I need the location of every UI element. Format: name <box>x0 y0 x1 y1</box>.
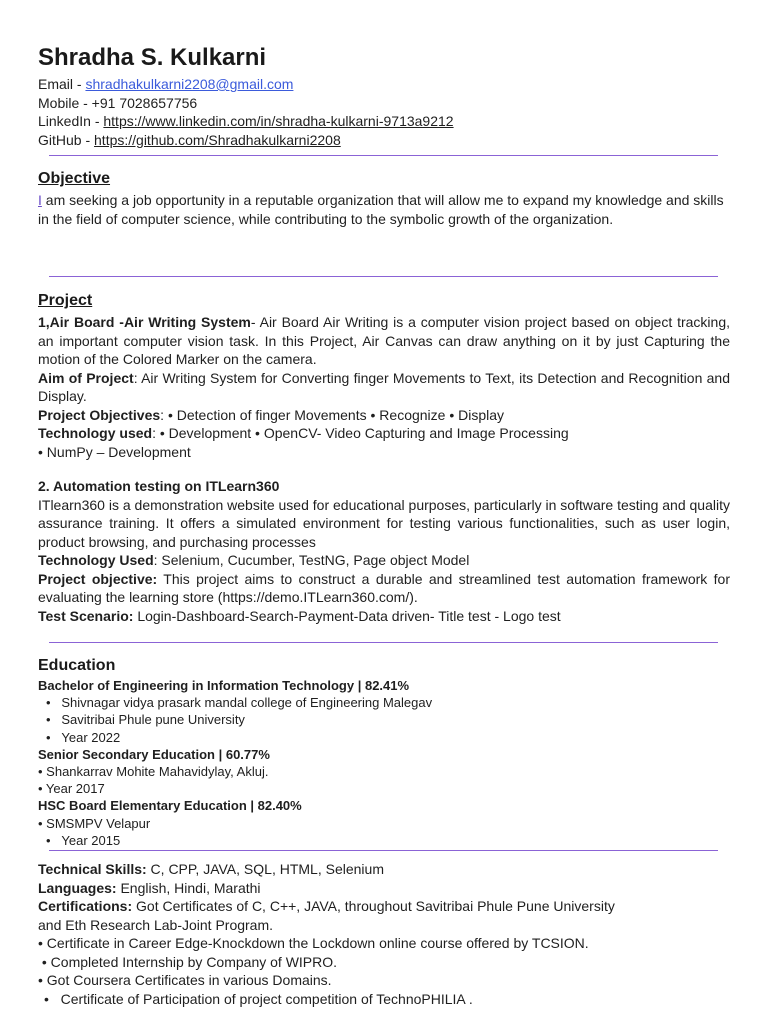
list-item: • Got Coursera Certificates in various Domains. <box>38 972 332 988</box>
list-item: • Certificate of Participation of project competition of TechnoPHILIA . <box>44 990 473 1007</box>
certifications-label: Certifications: <box>38 898 133 914</box>
tech-label: Technology Used <box>38 552 154 568</box>
text-cursor: I <box>38 192 42 208</box>
objective-heading: Objective <box>38 170 111 187</box>
email-label: Email - <box>38 76 86 92</box>
project-heading: Project <box>38 292 93 309</box>
project-1-tech <box>38 424 730 443</box>
list-item: • SMSMPV Velapur <box>38 815 151 831</box>
skills-section <box>38 860 730 1008</box>
linkedin-row <box>38 112 454 131</box>
scenario-text: Login-Dashboard-Search-Payment-Data driven- Title test - Logo test <box>133 607 561 624</box>
sse-title: Senior Secondary Education | 60.77% <box>38 746 270 762</box>
list-item: • Year 2015 <box>46 832 121 848</box>
project-1-objectives <box>38 406 730 425</box>
list-item: • Year 2022 <box>46 729 121 745</box>
certifications-cont: and Eth Research Lab-Joint Program. <box>38 916 274 933</box>
project-2-title: 2. Automation testing on ITLearn360 <box>38 478 280 494</box>
objectives-label: Project Objectives <box>38 406 161 423</box>
tech-text: : Selenium, Cucumber, TestNG, Page object Model <box>153 552 470 568</box>
divider <box>49 155 718 156</box>
email-row <box>38 75 454 94</box>
list-item: • Completed Internship by Company of WIPRO. <box>38 953 338 970</box>
objective-text <box>38 191 730 228</box>
education-heading: Education <box>38 657 116 674</box>
technical-skills <box>38 860 730 879</box>
languages-text: English, Hindi, Marathi <box>116 879 261 896</box>
languages <box>38 879 730 898</box>
github-row <box>38 131 454 150</box>
linkedin-link[interactable]: https://www.linkedin.com/in/shradha-kulkarni-9713a9212 <box>103 113 454 129</box>
divider <box>49 276 718 277</box>
tech-skills-text: C, CPP, JAVA, SQL, HTML, Selenium <box>146 861 384 877</box>
divider <box>49 850 718 851</box>
project-2 <box>38 477 730 625</box>
list-item: • Savitribai Phule pune University <box>46 712 245 728</box>
list-item: • Certificate in Career Edge-Knockdown the Lockdown online course offered by TCSION. <box>38 935 589 951</box>
project-2-desc: ITlearn360 is a demonstration website used for educational purposes, particularly in software testing and quality assurance training. It offers a simulated environment for testing various functionalities, such as user login, product browsing, and purchasing processes <box>38 496 730 550</box>
objective-label: Project objective: <box>38 570 158 587</box>
mobile-row: Mobile - +91 7028657756 <box>38 94 198 111</box>
project-1-desc <box>38 313 730 369</box>
languages-label: Languages: <box>38 879 117 896</box>
candidate-name: Shradha S. Kulkarni <box>38 44 267 71</box>
linkedin-label: LinkedIn - <box>38 113 104 129</box>
divider <box>49 642 718 643</box>
project-2-tech <box>38 551 730 570</box>
list-item: • Year 2017 <box>38 781 105 797</box>
project-1-tech-extra: • NumPy – Development <box>38 443 191 460</box>
objectives-text: : • Detection of finger Movements • Recognize • Display <box>160 406 505 423</box>
github-label: GitHub - <box>38 131 95 148</box>
project-1 <box>38 313 730 461</box>
project-1-title: 1,Air Board -Air Writing System <box>38 314 251 330</box>
email-link[interactable]: shradhakulkarni2208@gmail.com <box>85 76 294 92</box>
certifications-text: Got Certificates of C, C++, JAVA, throughout Savitribai Phule Pune University <box>132 898 615 914</box>
objective-body: am seeking a job opportunity in a reputable organization that will allow me to expand my knowledge and skills in the field of computer science, while contributing to the symbolic growth of the organization. <box>38 192 724 227</box>
project-1-aim <box>38 369 730 406</box>
education-section <box>38 677 730 849</box>
hsc-title: HSC Board Elementary Education | 82.40% <box>38 798 302 814</box>
github-link[interactable]: https://github.com/Shradhakulkarni2208 <box>94 131 341 148</box>
project-2-objective <box>38 570 730 607</box>
project-1-desc-text: - Air Board Air Writing is a computer vision project based on object tracking, an important computer vision task. In this Project, Air Canvas can draw anything on it by just Capturing the motion of the Colored Marker on the camera. <box>38 314 730 367</box>
scenario-label: Test Scenario: <box>38 607 134 624</box>
list-item: • Shivnagar vidya prasark mandal college of Engineering Malegav <box>46 695 433 711</box>
certifications <box>38 897 730 916</box>
aim-label: Aim of Project <box>38 369 134 386</box>
tech-text: : • Development • OpenCV- Video Capturing and Image Processing <box>152 425 569 441</box>
objective-text: This project aims to construct a durable and streamlined test automation framework for evaluating the learning store (https://demo.ITLearn360.com/). <box>38 570 731 605</box>
aim-text: : Air Writing System for Converting finger Movements to Text, its Detection and Recognition and Display. <box>38 369 730 404</box>
contact-info <box>38 75 454 149</box>
tech-label: Technology used <box>38 425 153 441</box>
list-item: • Shankarrav Mohite Mahavidylay, Akluj. <box>38 764 269 780</box>
be-title: Bachelor of Engineering in Information Technology | 82.41% <box>38 678 410 693</box>
tech-skills-label: Technical Skills: <box>38 861 147 877</box>
project-2-scenario <box>38 607 730 626</box>
